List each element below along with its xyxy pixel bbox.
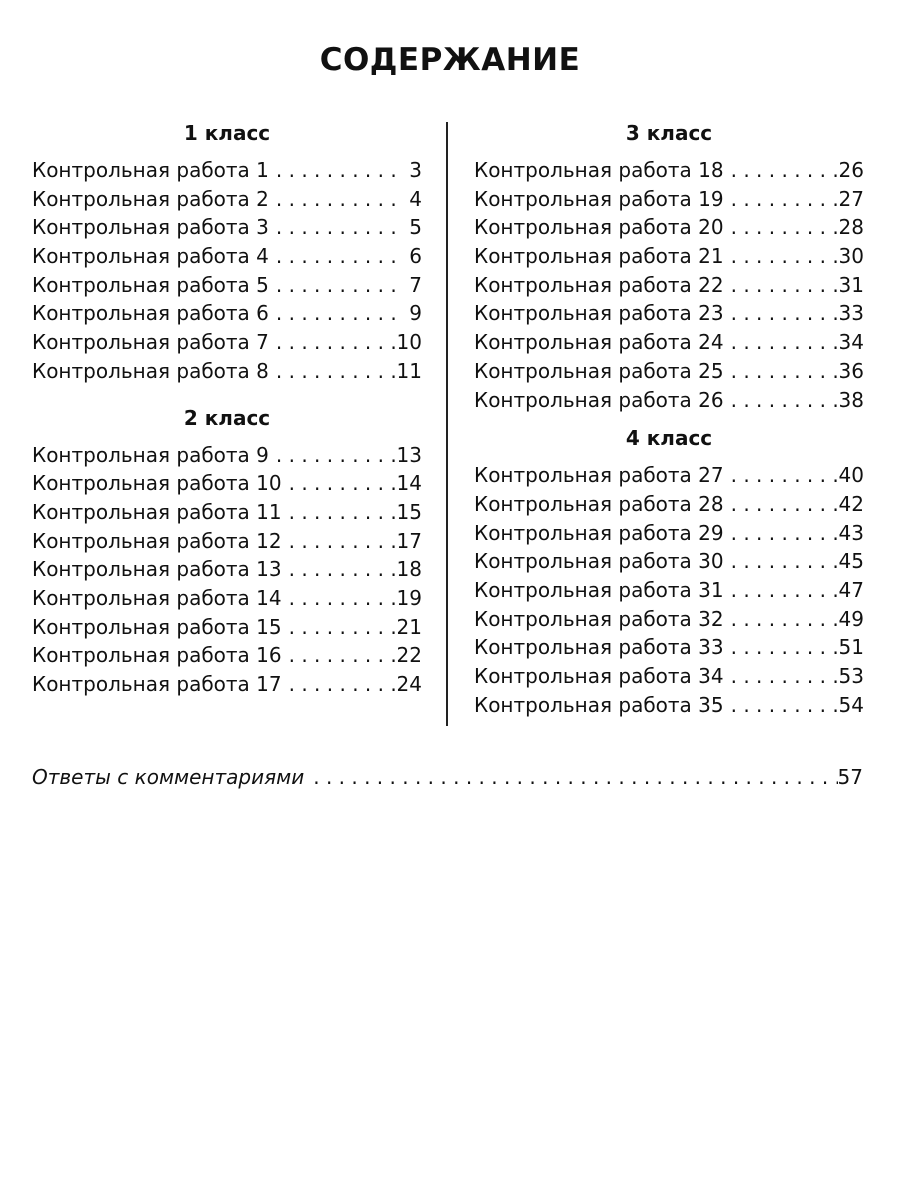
entry-title: Контрольная работа 33: [474, 635, 724, 660]
toc-entry[interactable]: [32, 213, 422, 242]
entry-page-number: 47: [838, 577, 864, 602]
entry-title: Контрольная работа 31: [474, 577, 724, 602]
entry-title: Контрольная работа 13: [32, 557, 282, 582]
entry-page-number: 45: [838, 549, 864, 574]
entry-page-number: 9: [409, 301, 422, 326]
toc-entry[interactable]: [474, 299, 864, 328]
entry-page-number: 40: [838, 463, 864, 488]
entry-page-number: 17: [396, 528, 422, 553]
toc-entry[interactable]: [474, 461, 864, 490]
toc-section-grade-2: [32, 403, 422, 699]
entry-list: [474, 156, 864, 414]
toc-entry[interactable]: [474, 519, 864, 548]
entry-page-number: 31: [838, 272, 864, 297]
entry-title: Контрольная работа 34: [474, 664, 724, 688]
column-divider: [446, 122, 448, 726]
toc-entry-answers[interactable]: [32, 762, 863, 792]
dot-leader: [269, 213, 398, 242]
toc-entry[interactable]: [32, 185, 422, 214]
entry-title: Контрольная работа 35: [474, 692, 724, 717]
toc-entry[interactable]: [32, 357, 422, 386]
section-heading: 4 класс: [625, 426, 713, 451]
toc-entry[interactable]: [474, 633, 864, 662]
dot-leader: [269, 328, 397, 357]
dot-leader: [724, 547, 839, 576]
toc-entry[interactable]: [32, 613, 422, 642]
dot-leader: [282, 527, 397, 556]
dot-leader: [724, 662, 839, 691]
entry-page-number: 14: [396, 471, 422, 496]
entry-title: Контрольная работа 8: [32, 358, 269, 383]
entry-list: [32, 156, 422, 386]
toc-entry[interactable]: [474, 213, 864, 242]
entry-title: Контрольная работа 29: [474, 520, 724, 545]
entry-title: Контрольная работа 12: [32, 528, 282, 553]
toc-entry[interactable]: [474, 605, 864, 634]
entry-title: Контрольная работа 21: [474, 244, 724, 269]
dot-leader: [724, 691, 839, 720]
toc-entry[interactable]: [474, 271, 864, 300]
entry-page-number: 19: [396, 585, 422, 610]
entry-page-number: 28: [838, 215, 864, 240]
entry-page-number: 27: [838, 186, 864, 211]
dot-leader: [269, 299, 398, 328]
section-heading: 2 класс: [183, 405, 271, 430]
dot-leader: [724, 271, 839, 300]
entry-title: Контрольная работа 3: [32, 215, 269, 240]
entry-page-number: 7: [409, 272, 422, 297]
entry-page-number: 24: [396, 672, 422, 696]
dot-leader: [282, 498, 397, 527]
entry-page-number: 22: [396, 643, 422, 668]
toc-entry[interactable]: [32, 469, 422, 498]
entry-page-number: 13: [396, 442, 422, 467]
entry-list: [32, 441, 422, 699]
entry-title: Контрольная работа 25: [474, 358, 724, 383]
entry-page-number: 43: [838, 520, 864, 545]
dot-leader: [304, 762, 837, 792]
entry-title: Контрольная работа 26: [474, 387, 724, 412]
entry-page-number: 15: [396, 499, 422, 524]
dot-leader: [724, 490, 839, 519]
toc-entry[interactable]: [32, 555, 422, 584]
dot-leader: [724, 357, 839, 386]
entry-title: Контрольная работа 9: [32, 442, 269, 467]
entry-page-number: 10: [396, 330, 422, 355]
section-heading: 1 класс: [183, 121, 271, 145]
entry-title: Контрольная работа 27: [474, 463, 724, 488]
toc-entry[interactable]: [32, 156, 422, 185]
answers-title: Ответы с комментариями: [32, 765, 305, 789]
dot-leader: [724, 299, 839, 328]
dot-leader: [269, 441, 397, 470]
dot-leader: [724, 576, 839, 605]
entry-title: Контрольная работа 4: [32, 244, 269, 269]
dot-leader: [724, 386, 839, 415]
page-title: СОДЕРЖАНИЕ: [319, 42, 581, 78]
toc-entry[interactable]: [474, 357, 864, 386]
dot-leader: [269, 156, 398, 185]
toc-entry[interactable]: [32, 670, 422, 699]
toc-entry[interactable]: [32, 641, 422, 670]
toc-entry[interactable]: [474, 386, 864, 415]
answers-page-number: 57: [837, 765, 863, 789]
entry-title: Контрольная работа 28: [474, 491, 724, 516]
entry-page-number: 26: [838, 158, 864, 182]
dot-leader: [282, 555, 397, 584]
dot-leader: [724, 633, 839, 662]
dot-leader: [269, 185, 398, 214]
toc-entry[interactable]: [32, 328, 422, 357]
entry-page-number: 18: [396, 557, 422, 582]
toc-entry[interactable]: [474, 576, 864, 605]
dot-leader: [724, 605, 839, 634]
entry-page-number: 21: [396, 614, 422, 639]
dot-leader: [724, 156, 839, 185]
entry-title: Контрольная работа 30: [474, 549, 724, 574]
entry-title: Контрольная работа 15: [32, 614, 282, 639]
entry-title: Контрольная работа 18: [474, 158, 724, 182]
toc-entry[interactable]: [474, 547, 864, 576]
toc-section-grade-4: [474, 423, 864, 719]
entry-page-number: 42: [838, 491, 864, 516]
dot-leader: [724, 242, 839, 271]
toc-column-right: [474, 118, 864, 719]
toc-entry[interactable]: [474, 242, 864, 271]
toc-entry[interactable]: [32, 498, 422, 527]
entry-page-number: 30: [838, 244, 864, 269]
entry-page-number: 38: [838, 387, 864, 412]
dot-leader: [282, 641, 397, 670]
toc-section-grade-1: [32, 118, 422, 386]
dot-leader: [269, 242, 398, 271]
entry-title: Контрольная работа 10: [32, 471, 282, 496]
entry-title: Контрольная работа 23: [474, 301, 724, 326]
dot-leader: [724, 519, 839, 548]
entry-title: Контрольная работа 32: [474, 606, 724, 631]
dot-leader: [269, 271, 398, 300]
entry-page-number: 11: [396, 358, 422, 383]
dot-leader: [282, 613, 397, 642]
toc-column-left: [32, 118, 422, 699]
toc-entry[interactable]: [474, 662, 864, 691]
dot-leader: [724, 213, 839, 242]
dot-leader: [724, 328, 839, 357]
toc-entry[interactable]: [474, 490, 864, 519]
entry-title: Контрольная работа 14: [32, 585, 282, 610]
entry-title: Контрольная работа 6: [32, 301, 269, 326]
entry-page-number: 33: [838, 301, 864, 326]
dot-leader: [724, 461, 839, 490]
toc-entry[interactable]: [32, 527, 422, 556]
entry-page-number: 5: [409, 215, 422, 240]
toc-section-grade-3: [474, 118, 864, 414]
entry-page-number: 6: [409, 244, 422, 269]
entry-title: Контрольная работа 11: [32, 499, 282, 524]
toc-entry[interactable]: [474, 185, 864, 214]
entry-page-number: 36: [838, 358, 864, 383]
toc-entry[interactable]: [32, 441, 422, 470]
toc-entry[interactable]: [32, 271, 422, 300]
entry-page-number: 54: [838, 692, 864, 717]
entry-title: Контрольная работа 17: [32, 672, 282, 696]
entry-page-number: 3: [409, 158, 422, 182]
entry-page-number: 49: [838, 606, 864, 631]
toc-entry[interactable]: [474, 691, 864, 720]
dot-leader: [269, 357, 397, 386]
entry-title: Контрольная работа 2: [32, 186, 269, 211]
dot-leader: [724, 185, 839, 214]
entry-title: Контрольная работа 1: [32, 158, 269, 182]
dot-leader: [282, 670, 397, 699]
entry-title: Контрольная работа 7: [32, 330, 269, 355]
toc-entry[interactable]: [32, 299, 422, 328]
entry-page-number: 51: [838, 635, 864, 660]
toc-entry[interactable]: [32, 242, 422, 271]
entry-page-number: 4: [409, 186, 422, 211]
dot-leader: [282, 584, 397, 613]
dot-leader: [282, 469, 397, 498]
entry-title: Контрольная работа 24: [474, 330, 724, 355]
entry-title: Контрольная работа 16: [32, 643, 282, 668]
toc-entry[interactable]: [474, 328, 864, 357]
entry-title: Контрольная работа 5: [32, 272, 269, 297]
toc-entry[interactable]: [32, 584, 422, 613]
toc-entry[interactable]: [474, 156, 864, 185]
entry-title: Контрольная работа 19: [474, 186, 724, 211]
entry-title: Контрольная работа 22: [474, 272, 724, 297]
entry-page-number: 34: [838, 330, 864, 355]
section-heading: 3 класс: [625, 121, 713, 145]
entry-list: [474, 461, 864, 719]
entry-page-number: 53: [838, 664, 864, 688]
entry-title: Контрольная работа 20: [474, 215, 724, 240]
